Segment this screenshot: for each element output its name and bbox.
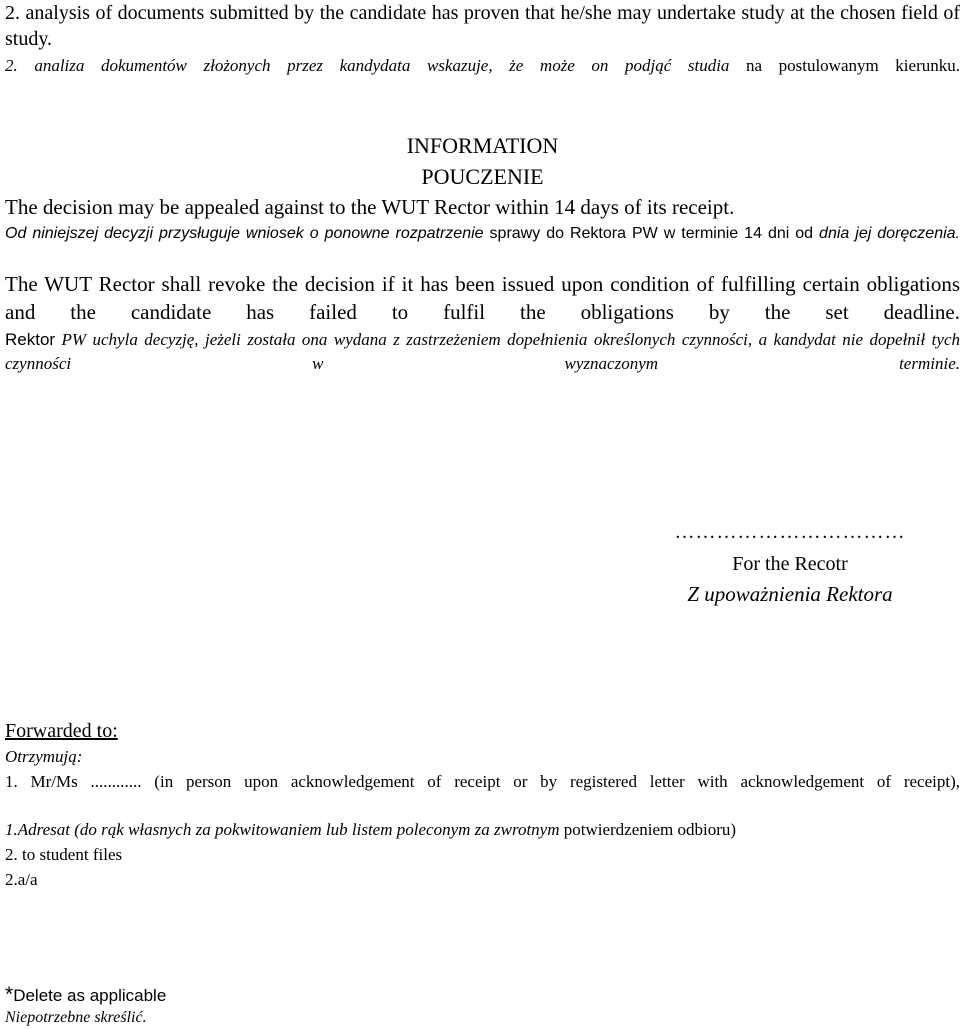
item-2-polish-italic: 2. analiza dokumentów złożonych przez kandydata wskazuje, że może on podjąć studia	[5, 56, 730, 75]
item-2-polish-regular: na postulowanym kierunku.	[729, 56, 960, 75]
footnote-english	[5, 982, 960, 1009]
revoke-info-english	[5, 270, 960, 326]
otrzymuja-label: Otrzymują:	[5, 747, 83, 766]
revoke-english-text: The WUT Rector shall revoke the decision if it has been issued upon condition of fulfilling certain obligations and the candidate has failed to fulfil the obligations by the set deadline.	[5, 272, 960, 324]
signature-z-upowaznienia: Z upoważnienia Rektora	[687, 582, 893, 606]
appeal-polish-italic-1: Od niniejszej decyzji przysługuje wniosek o ponowne rozpatrzenie	[5, 225, 484, 242]
forwarded-to-label	[5, 717, 960, 745]
appeal-polish-regular: sprawy do Rektora PW w terminie 14 dni od	[483, 225, 814, 242]
signature-block	[670, 520, 910, 608]
recipient-1-polish	[5, 818, 960, 842]
pouczenie-heading: POUCZENIE	[421, 164, 544, 189]
signature-line: ……………………………	[674, 521, 906, 543]
item-2-english	[5, 0, 960, 52]
footnote-asterisk: *	[5, 983, 14, 1006]
footnote-polish: Niepotrzebne skreślić.	[5, 1009, 147, 1026]
revoke-polish-regular: Rektor	[5, 330, 56, 349]
revoke-polish-italic: PW uchyla decyzję, jeżeli została ona wydana z zastrzeżeniem dopełnienia określonych czynności, a kandydat nie dopełnił tych czynności w wyznaczonym terminie.	[5, 330, 960, 373]
footnote-english-text: Delete as applicable	[13, 986, 167, 1005]
recipient-1-polish-regular: potwierdzeniem odbioru)	[559, 820, 737, 839]
appeal-polish-italic-2: dnia jej doręczenia.	[813, 225, 960, 242]
appeal-info-english: The decision may be appealed against to the WUT Rector within 14 days of its receipt.	[5, 195, 735, 219]
signature-for-rector: For the Recotr	[732, 553, 848, 575]
appeal-info-polish	[5, 222, 960, 246]
recipient-1-english-text: 1. Mr/Ms ............ (in person upon acknowledgement of receipt or by registered letter with acknowledgement of receipt),	[5, 772, 960, 791]
recipient-1-english	[5, 770, 960, 794]
revoke-info-polish	[5, 328, 960, 376]
item-2-polish	[5, 54, 960, 78]
recipient-2-english: 2. to student files	[5, 845, 123, 864]
forwarded-to-text: Forwarded to:	[5, 720, 118, 742]
recipient-2-polish: 2.a/a	[5, 870, 38, 889]
information-heading: INFORMATION	[406, 133, 559, 158]
item-2-english-text: 2. analysis of documents submitted by the candidate has proven that he/she may undertake study at the chosen field of study.	[5, 2, 960, 50]
recipient-1-polish-italic: 1.Adresat (do rąk własnych za pokwitowaniem lub listem poleconym za zwrotnym	[5, 820, 560, 839]
